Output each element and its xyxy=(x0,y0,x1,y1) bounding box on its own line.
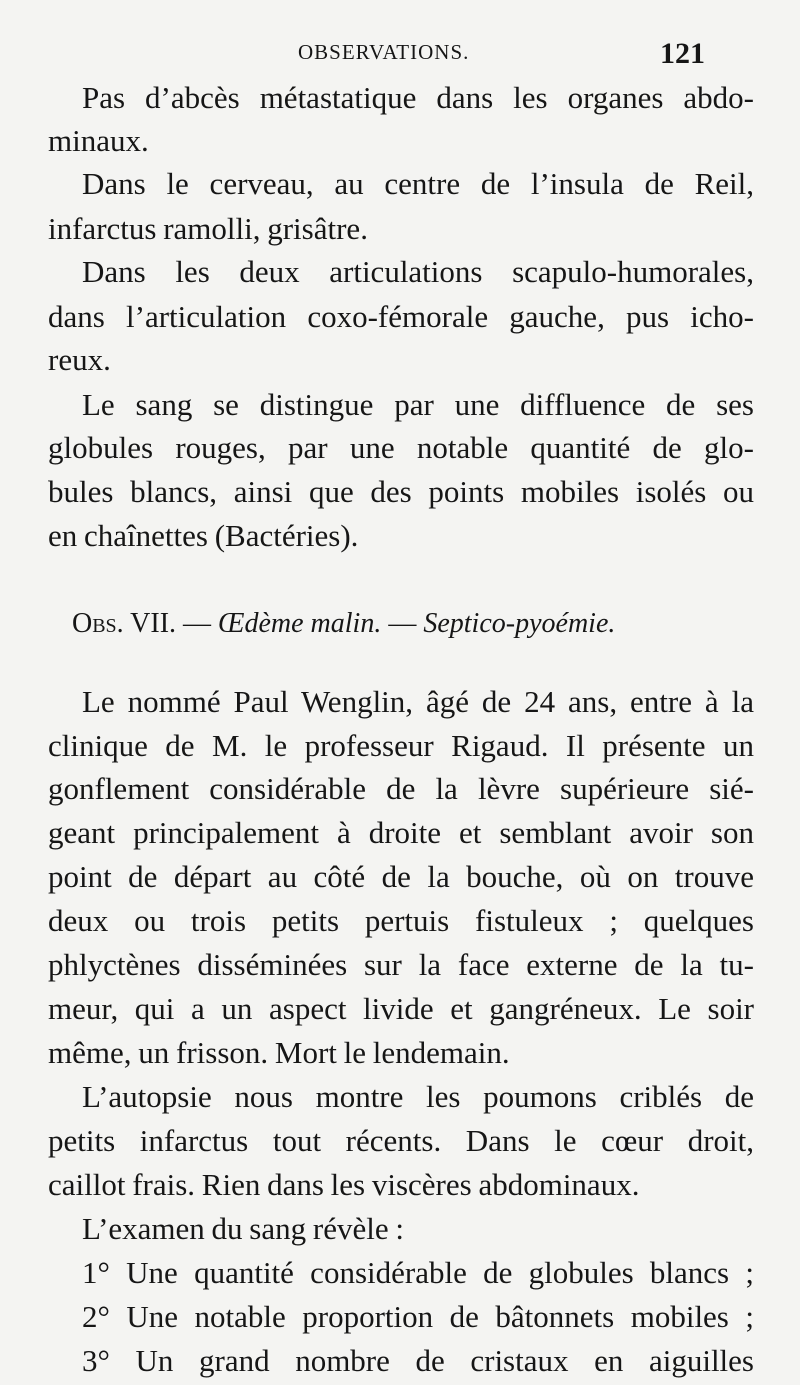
text-line: globules rouges, par une notable quantité de glo- xyxy=(48,430,754,465)
text-line: geant principalement à droite et semblant avoir son xyxy=(48,815,754,850)
heading-dash: — xyxy=(388,608,417,639)
text-line: en chaînettes (Bactéries). xyxy=(48,518,359,553)
observation-title: Œdème malin. xyxy=(218,608,382,639)
text-line: gonflement considérable de la lèvre supérieure sié- xyxy=(48,771,754,806)
text-line: Dans les deux articulations scapulo-humorales, xyxy=(82,254,754,289)
text-line: clinique de M. le professeur Rigaud. Il présente un xyxy=(48,728,754,763)
text-line: 2° Une notable proportion de bâtonnets mobiles ; xyxy=(82,1299,754,1334)
text-line: même, un frisson. Mort le lendemain. xyxy=(48,1035,510,1070)
text-line: minaux. xyxy=(48,123,149,158)
text-line: meur, qui a un aspect livide et gangréneux. Le soir xyxy=(48,991,754,1026)
text-line: deux ou trois petits pertuis fistuleux ; quelques xyxy=(48,903,754,938)
text-line: 1° Une quantité considérable de globules blancs ; xyxy=(82,1255,754,1290)
text-line: Dans le cerveau, au centre de l’insula de Reil, xyxy=(82,166,754,201)
page-number: 121 xyxy=(660,37,705,70)
heading-dash: — xyxy=(183,608,212,639)
observation-label: Obs. VII. xyxy=(72,608,177,639)
text-line: bules blancs, ainsi que des points mobiles isolés ou xyxy=(48,474,754,509)
text-line: Le nommé Paul Wenglin, âgé de 24 ans, entre à la xyxy=(82,684,754,719)
text-line: L’autopsie nous montre les poumons criblés de xyxy=(82,1079,754,1114)
text-line: point de départ au côté de la bouche, où on trouve xyxy=(48,859,754,894)
text-line: 3° Un grand nombre de cristaux en aiguilles xyxy=(82,1343,754,1378)
observation-heading xyxy=(72,604,722,644)
text-line: caillot frais. Rien dans les viscères abdominaux. xyxy=(48,1167,640,1202)
text-line: Pas d’abcès métastatique dans les organes abdo- xyxy=(82,80,754,115)
text-line: petits infarctus tout récents. Dans le cœur droit, xyxy=(48,1123,754,1158)
text-line: L’examen du sang révèle : xyxy=(82,1211,404,1246)
text-line: dans l’articulation coxo-fémorale gauche, pus icho- xyxy=(48,299,754,334)
observation-subtitle: Septico-pyoémie. xyxy=(423,608,616,639)
text-line: reux. xyxy=(48,342,111,377)
text-line: phlyctènes disséminées sur la face externe de la tu- xyxy=(48,947,754,982)
running-title: OBSERVATIONS. xyxy=(298,40,470,64)
text-line: Le sang se distingue par une diffluence de ses xyxy=(82,387,754,422)
text-line: infarctus ramolli, grisâtre. xyxy=(48,211,368,246)
